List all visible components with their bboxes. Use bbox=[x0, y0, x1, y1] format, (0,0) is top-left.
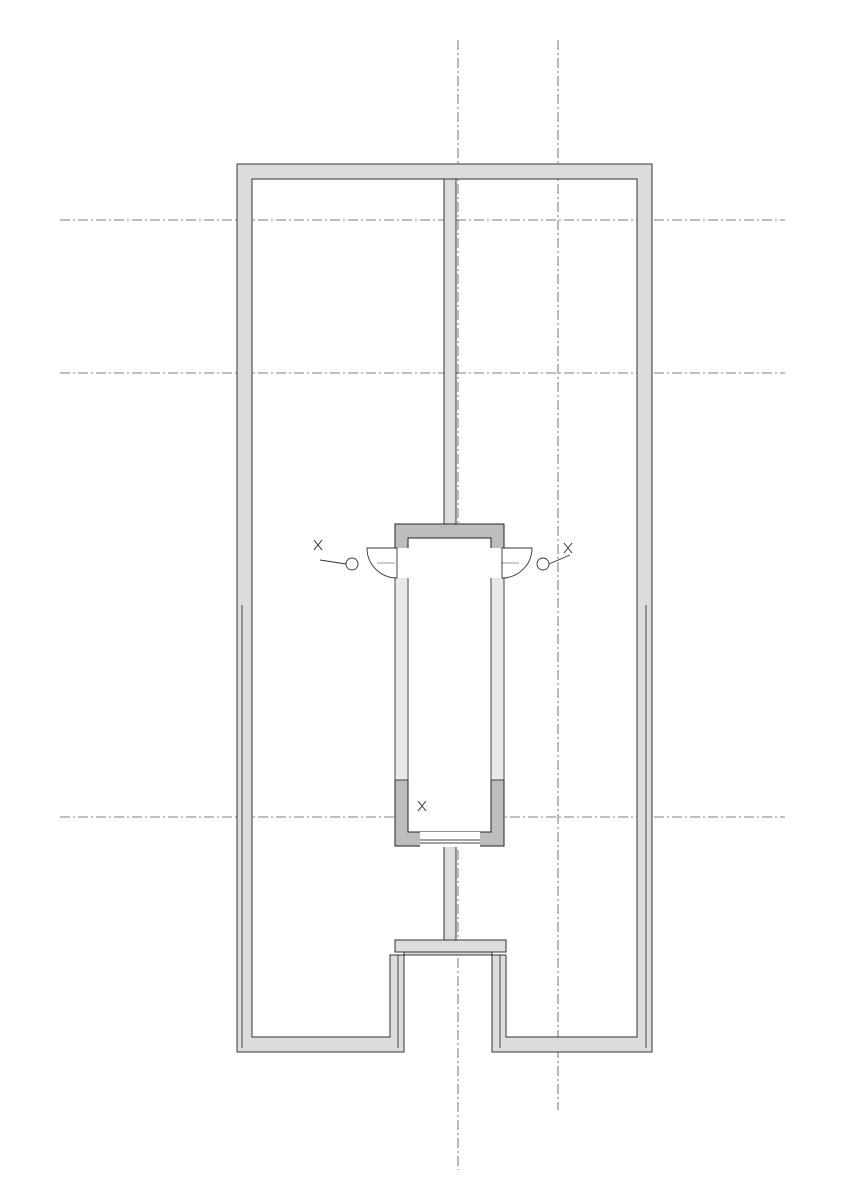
stair-core bbox=[393, 524, 506, 847]
